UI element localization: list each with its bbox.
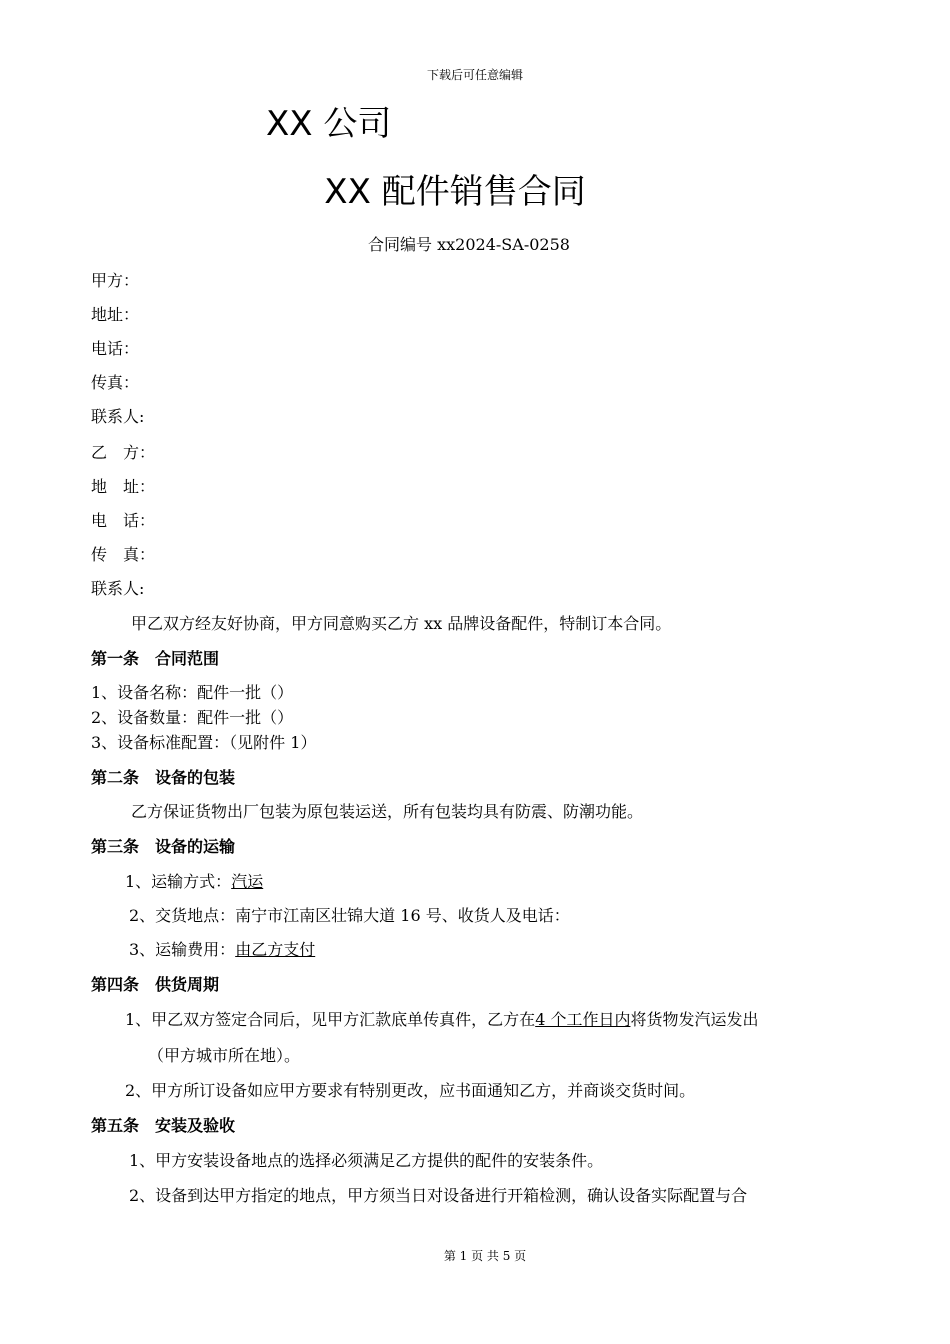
party-b-phone-label: 电 话： [91,511,156,530]
party-a-contact-label: 联系人: [91,407,145,426]
document-title: XX 配件销售合同 [324,172,586,212]
intro-paragraph: 甲乙双方经友好协商，甲方同意购买乙方 xx 品牌设备配件，特制订本合同。 [131,614,672,633]
article-4-item-1-continued: （甲方城市所在地）。 [148,1046,301,1065]
party-a-address-label: 地址： [91,305,140,324]
article-1-item-1: 1、设备名称：配件一批（） [91,683,294,702]
article-4-item-2: 2、甲方所订设备如应甲方要求有特别更改，应书面通知乙方，并商谈交货时间。 [125,1081,696,1100]
contract-number: 合同编号 xx2024-SA-0258 [368,235,570,254]
delivery-deadline: 4 个工作日内 [535,1010,631,1029]
transport-cost-label: 3、运输费用： [129,940,236,959]
transport-method-label: 1、运输方式： [125,872,232,891]
article-5-heading: 第五条 安装及验收 [91,1116,236,1135]
article-4-item-1-pre: 1、甲乙双方签定合同后，见甲方汇款底单传真件，乙方在 [125,1010,536,1029]
article-3-item-2: 2、交货地点：南宁市江南区壮锦大道 16 号、收货人及电话： [129,906,570,925]
article-3-item-3 [129,937,315,960]
page-footer: 第 1 页 共 5 页 [443,1249,527,1263]
party-b-contact-label: 联系人: [91,579,145,598]
article-1-heading: 第一条 合同范围 [91,649,220,668]
header-note: 下载后可任意编辑 [426,68,523,82]
party-a-name-label: 甲方： [91,271,140,290]
article-5-item-1: 1、甲方安装设备地点的选择必须满足乙方提供的配件的安装条件。 [129,1151,604,1170]
article-2-text: 乙方保证货物出厂包装为原包装运送，所有包装均具有防震、防潮功能。 [131,802,644,821]
party-b-address-label: 地 址： [91,477,156,496]
transport-method-value: 汽运 [231,872,264,891]
article-3-heading: 第三条 设备的运输 [91,837,236,856]
party-b-fax-label: 传 真： [91,545,156,564]
transport-cost-value: 由乙方支付 [235,940,316,959]
article-4-item-1-post: 将货物发汽运发出 [630,1010,759,1029]
company-name: XX 公司 [266,104,392,144]
party-a-fax-label: 传真： [91,373,140,392]
party-a-phone-label: 电话： [91,339,140,358]
article-3-item-1 [125,869,263,892]
article-1-item-2: 2、设备数量：配件一批（） [91,708,294,727]
article-4-item-1 [125,1007,758,1030]
article-2-heading: 第二条 设备的包装 [91,768,236,787]
article-4-heading: 第四条 供货周期 [91,975,220,994]
article-5-item-2: 2、设备到达甲方指定的地点，甲方须当日对设备进行开箱检测，确认设备实际配置与合 [129,1186,748,1205]
article-1-item-3: 3、设备标准配置：（见附件 1） [91,733,317,752]
party-b-name-label: 乙 方： [91,443,156,462]
